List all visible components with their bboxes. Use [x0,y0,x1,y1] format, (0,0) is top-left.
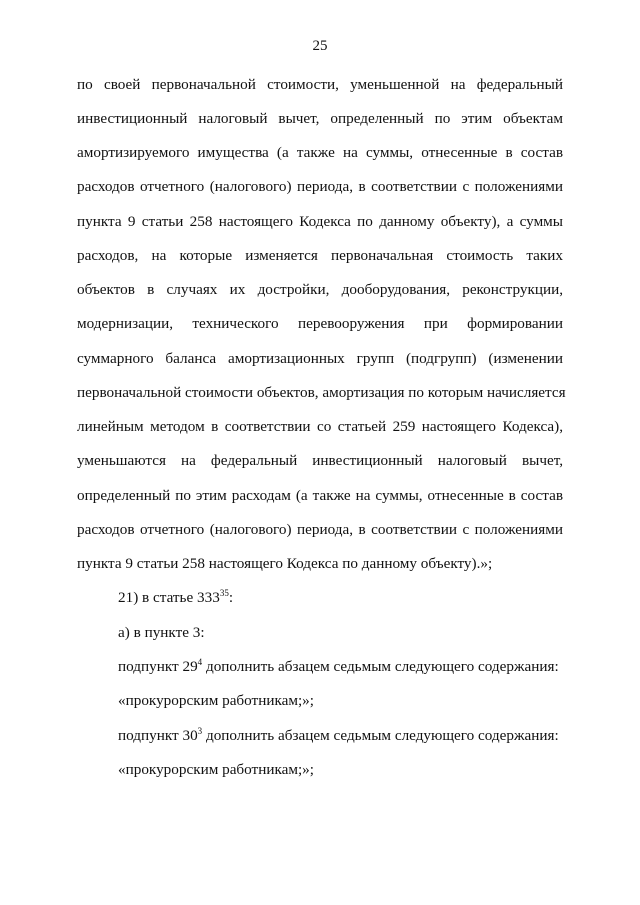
text-line: первоначальной стоимости объектов, амортизация по которым начисляется [77,384,566,401]
item-21-suffix: : [228,589,234,606]
subparagraph-30-prefix: подпункт 30 [118,727,198,744]
text-line: модернизации, технического перевооружения при формировании [77,315,563,332]
item-21 [118,589,233,607]
quote-prosecutors-1: «прокурорским работникам;»; [118,692,314,709]
text-line: линейным методом в соответствии со статьей 259 настоящего Кодекса), [77,418,563,435]
text-line: уменьшаются на федеральный инвестиционный налоговый вычет, [77,452,563,469]
subparagraph-29-suffix: дополнить абзацем седьмым следующего содержания: [202,658,559,675]
quote-prosecutors-2: «прокурорским работникам;»; [118,761,314,778]
subparagraph-30 [118,727,559,745]
item-21-text: 21) в статье 333 [118,589,220,606]
subparagraph-29-superscript: 4 [197,657,203,667]
subparagraph-30-suffix: дополнить абзацем седьмым следующего содержания: [202,727,559,744]
page-number: 25 [312,38,328,54]
item-a: а) в пункте 3: [118,624,205,641]
item-21-superscript: 35 [219,588,229,598]
text-line: пункта 9 статьи 258 настоящего Кодекса по данному объекту), а суммы [77,213,563,230]
text-line: расходов, на которые изменяется первоначальная стоимость таких [77,247,563,264]
text-line: расходов отчетного (налогового) периода, в соответствии с положениями [77,521,563,538]
subparagraph-29-prefix: подпункт 29 [118,658,198,675]
text-line: объектов в случаях их достройки, дооборудования, реконструкции, [77,281,563,298]
text-line: инвестиционный налоговый вычет, определенный по этим объектам [77,110,563,127]
subparagraph-29 [118,658,559,676]
text-line: суммарного баланса амортизационных групп (подгрупп) (изменении [77,350,563,367]
text-line: амортизируемого имущества (а также на суммы, отнесенные в состав [77,144,563,161]
text-line: определенный по этим расходам (а также на суммы, отнесенные в состав [77,487,563,504]
text-line: расходов отчетного (налогового) периода, в соответствии с положениями [77,178,563,195]
subparagraph-30-superscript: 3 [197,726,203,736]
text-line-last: пункта 9 статьи 258 настоящего Кодекса по данному объекту).»; [77,555,493,572]
text-line: по своей первоначальной стоимости, уменьшенной на федеральный [77,76,563,93]
